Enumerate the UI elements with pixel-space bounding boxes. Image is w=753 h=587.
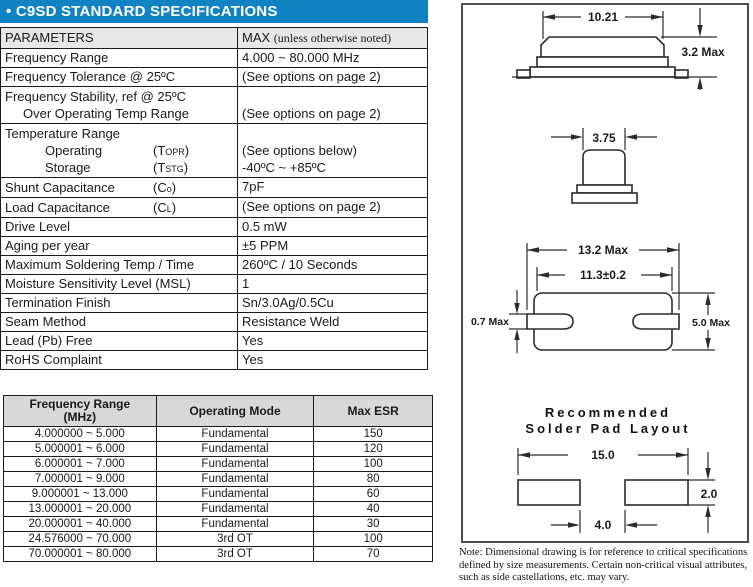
esr-row [4, 472, 433, 487]
spec-row-termination-finish [1, 294, 428, 313]
arrow-right-icon [571, 134, 583, 139]
solder-pad-layout-drawing [518, 405, 718, 533]
crystal-base-upper [577, 185, 632, 193]
value-cell: ±5 PPM [238, 237, 428, 256]
param-line: Frequency Stability, ref @ 25ºC [5, 89, 186, 104]
esr-mode: Fundamental [156, 457, 314, 472]
end-view-drawing [551, 128, 657, 203]
shunt-symbol [153, 179, 176, 198]
dim-label-pad-span: 15.0 [591, 448, 615, 462]
arrow-up-icon [705, 505, 710, 517]
esr-mode: Fundamental [156, 487, 314, 502]
arrow-left-icon [518, 452, 530, 457]
esr-header-operating-mode: Operating Mode [156, 396, 314, 427]
esr-header-row [4, 396, 433, 427]
temp-storage-row [5, 159, 233, 176]
esr-row [4, 442, 433, 457]
temp-operating-value: (See options below) [242, 143, 357, 158]
dim-label-lead: 0.7 Max [471, 316, 509, 328]
sym-sub: o [166, 184, 172, 194]
spec-row-frequency-stability [1, 87, 428, 124]
arrow-up-icon [514, 329, 519, 340]
arrow-right-icon [568, 522, 580, 527]
temp-operating-row [5, 142, 233, 159]
crystal-dome-shape [583, 150, 625, 185]
crystal-base-lower [572, 193, 637, 203]
sym-pre: (T [153, 160, 166, 175]
value-cell: 4.000 ~ 80.000 MHz [238, 49, 428, 68]
esr-max: 40 [314, 502, 433, 517]
value-cell: 0.5 mW [238, 218, 428, 237]
arrow-right-icon [676, 452, 688, 457]
esr-max: 70 [314, 547, 433, 562]
esr-freq: 24.576000 ~ 70.000 [4, 532, 157, 547]
dim-label-body-width: 11.3±0.2 [580, 268, 626, 282]
esr-freq: 5.000001 ~ 6.000 [4, 442, 157, 457]
param-cell: RoHS Complaint [1, 351, 238, 370]
param-wrap [5, 199, 233, 216]
esr-max: 100 [314, 532, 433, 547]
esr-row [4, 517, 433, 532]
spec-row-msl [1, 275, 428, 294]
arrow-right-icon [651, 14, 663, 19]
arrow-up-icon [697, 77, 702, 89]
esr-freq: 7.000001 ~ 9.000 [4, 472, 157, 487]
param-text: Shunt Capacitance [5, 180, 115, 195]
sym-sub: L [166, 204, 172, 214]
spacer [242, 125, 423, 142]
pad-layout-title-line1: Recommended [544, 405, 672, 420]
esr-max: 100 [314, 457, 433, 472]
value-cell: 1 [238, 275, 428, 294]
esr-freq: 13.000001 ~ 20.000 [4, 502, 157, 517]
dimensional-drawings [463, 5, 747, 541]
param-cell: Termination Finish [1, 294, 238, 313]
param-cell [1, 87, 238, 124]
dim-label-pad-height: 2.0 [700, 487, 718, 501]
spec-header-row [1, 28, 428, 49]
sym-post: ) [171, 200, 177, 215]
spec-header-parameters: PARAMETERS [1, 28, 238, 49]
esr-mode: Fundamental [156, 427, 314, 442]
solder-pad-right [625, 480, 688, 505]
arrow-down-icon [697, 25, 702, 37]
page-title: • C9SD STANDARD SPECIFICATIONS [0, 0, 428, 23]
esr-row [4, 427, 433, 442]
solder-pad-left [518, 480, 580, 505]
arrow-left-icon [625, 134, 637, 139]
temp-storage-symbol [153, 159, 188, 178]
esr-row [4, 532, 433, 547]
esr-mode: Fundamental [156, 442, 314, 457]
max-label: MAX [242, 30, 271, 45]
spec-row-frequency-range [1, 49, 428, 68]
esr-mode: 3rd OT [156, 532, 314, 547]
spec-table [0, 27, 428, 370]
sym-pre: (C [153, 200, 167, 215]
sym-sub: STG [165, 164, 184, 174]
esr-mode: Fundamental [156, 517, 314, 532]
esr-row [4, 487, 433, 502]
esr-freq: 6.000001 ~ 7.000 [4, 457, 157, 472]
esr-max: 80 [314, 472, 433, 487]
spec-row-load-capacitance [1, 198, 428, 218]
value-cell: Sn/3.0Ag/0.5Cu [238, 294, 428, 313]
param-wrap [5, 179, 233, 196]
esr-table [3, 395, 433, 562]
esr-max: 120 [314, 442, 433, 457]
dim-label-width: 10.21 [587, 10, 619, 24]
dim-label-body-height: 5.0 Max [692, 317, 730, 329]
dim-label-outer-width: 13.2 Max [577, 243, 629, 257]
esr-header-line: Frequency Range [29, 397, 131, 411]
sym-post: ) [183, 160, 189, 175]
param-cell: Moisture Sensitivity Level (MSL) [1, 275, 238, 294]
arrow-right-icon [667, 247, 679, 252]
arrow-left-icon [543, 14, 555, 19]
arrow-up-icon [705, 293, 710, 305]
sym-post: ) [184, 143, 190, 158]
dim-label-pad-gap: 4.0 [594, 518, 612, 532]
dimension-note: Note: Dimensional drawing is for reference to critical specifications defined by size measurements. Certain non-critical visual attributes, such as side castellations, etc. may vary. [459, 547, 748, 584]
max-note: (unless otherwise noted) [273, 31, 392, 45]
spec-row-seam-method [1, 313, 428, 332]
esr-header-line: (MHz) [63, 410, 97, 424]
spec-row-max-soldering [1, 256, 428, 275]
value-cell: Yes [238, 351, 428, 370]
param-cell: Aging per year [1, 237, 238, 256]
dim-label-width: 3.75 [592, 131, 616, 145]
load-symbol [153, 199, 176, 218]
arrow-left-icon [527, 247, 539, 252]
value-cell: 260ºC / 10 Seconds [238, 256, 428, 275]
esr-max: 60 [314, 487, 433, 502]
param-cell: Lead (Pb) Free [1, 332, 238, 351]
crystal-base-upper [537, 57, 668, 67]
lead-left-shape [527, 314, 573, 329]
temp-storage-label: Storage [45, 160, 91, 175]
bottom-view-drawing [471, 243, 730, 353]
param-cell [1, 198, 238, 218]
esr-mode: 3rd OT [156, 547, 314, 562]
param-cell: Frequency Tolerance @ 25ºC [1, 68, 238, 87]
param-line: Over Operating Temp Range [23, 106, 189, 121]
esr-max: 30 [314, 517, 433, 532]
esr-row [4, 457, 433, 472]
sym-post: ) [171, 180, 177, 195]
spec-row-rohs [1, 351, 428, 370]
esr-freq: 20.000001 ~ 40.000 [4, 517, 157, 532]
value-cell: (See options on page 2) [238, 87, 428, 124]
dimensional-drawing-panel [461, 3, 749, 543]
value-cell: (See options on page 2) [238, 68, 428, 87]
sym-sub: OPR [165, 147, 185, 157]
spec-header-max [238, 28, 428, 49]
arrow-down-icon [705, 338, 710, 350]
param-cell: Maximum Soldering Temp / Time [1, 256, 238, 275]
param-cell: Frequency Range [1, 49, 238, 68]
arrow-left-icon [537, 272, 549, 277]
esr-freq: 9.000001 ~ 13.000 [4, 487, 157, 502]
esr-max: 150 [314, 427, 433, 442]
value-cell: Resistance Weld [238, 313, 428, 332]
value-cell: 7pF [238, 178, 428, 198]
spec-row-drive-level [1, 218, 428, 237]
esr-freq: 4.000000 ~ 5.000 [4, 427, 157, 442]
pad-layout-title-line2: Solder Pad Layout [525, 421, 691, 436]
spec-row-temperature-range [1, 124, 428, 178]
temp-title: Temperature Range [5, 126, 120, 141]
value-cell [238, 124, 428, 178]
spec-row-lead-free [1, 332, 428, 351]
value-cell: Yes [238, 332, 428, 351]
dim-label-height: 3.2 Max [681, 45, 725, 59]
param-cell [1, 124, 238, 178]
spec-row-shunt-capacitance [1, 178, 428, 198]
temp-storage-value: -40ºC ~ +85ºC [242, 160, 326, 175]
arrow-left-icon [625, 522, 637, 527]
esr-mode: Fundamental [156, 502, 314, 517]
esr-header-frequency-range [4, 396, 157, 427]
arrow-down-icon [514, 303, 519, 314]
param-cell: Seam Method [1, 313, 238, 332]
esr-mode: Fundamental [156, 472, 314, 487]
sym-pre: (T [153, 143, 166, 158]
param-cell: Drive Level [1, 218, 238, 237]
temp-operating-label: Operating [45, 143, 103, 158]
lead-right-shape [633, 314, 679, 329]
arrow-right-icon [660, 272, 672, 277]
esr-row [4, 502, 433, 517]
sym-pre: (C [153, 180, 167, 195]
arrow-down-icon [705, 468, 710, 480]
param-text: Load Capacitance [5, 200, 110, 215]
spec-row-aging [1, 237, 428, 256]
crystal-base-lower [530, 67, 675, 77]
esr-header-max-esr: Max ESR [314, 396, 433, 427]
crystal-lid-shape [541, 37, 664, 57]
value-cell: (See options on page 2) [238, 198, 428, 218]
esr-row [4, 547, 433, 562]
side-view-drawing [512, 8, 725, 90]
spec-row-frequency-tolerance [1, 68, 428, 87]
esr-freq: 70.000001 ~ 80.000 [4, 547, 157, 562]
param-cell [1, 178, 238, 198]
